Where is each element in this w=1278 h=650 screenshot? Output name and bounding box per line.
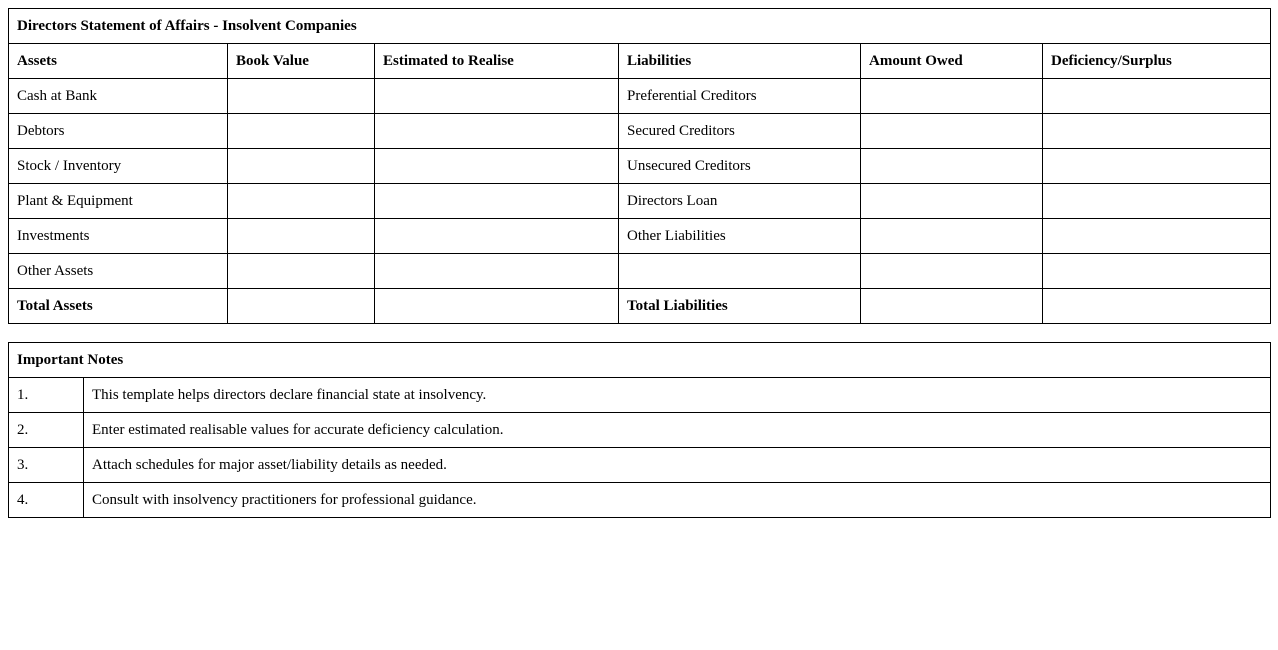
table-row	[9, 79, 1271, 114]
liability-label: Other Liabilities	[619, 219, 861, 254]
estimated-to-realise-cell[interactable]	[375, 79, 619, 114]
note-row	[9, 448, 1271, 483]
header-assets: Assets	[9, 44, 228, 79]
book-value-cell[interactable]	[228, 254, 375, 289]
estimated-to-realise-cell[interactable]	[375, 254, 619, 289]
important-notes-table	[8, 342, 1271, 518]
total-estimated-cell[interactable]	[375, 289, 619, 324]
book-value-cell[interactable]	[228, 184, 375, 219]
note-text: This template helps directors declare financial state at insolvency.	[84, 378, 1271, 413]
table-row	[9, 149, 1271, 184]
header-deficiency-surplus: Deficiency/Surplus	[1043, 44, 1271, 79]
table-row	[9, 184, 1271, 219]
note-number: 4.	[9, 483, 84, 518]
estimated-to-realise-cell[interactable]	[375, 114, 619, 149]
book-value-cell[interactable]	[228, 114, 375, 149]
notes-title: Important Notes	[9, 343, 1271, 378]
amount-owed-cell[interactable]	[861, 219, 1043, 254]
book-value-cell[interactable]	[228, 79, 375, 114]
note-number: 2.	[9, 413, 84, 448]
total-amount-owed-cell[interactable]	[861, 289, 1043, 324]
asset-label: Cash at Bank	[9, 79, 228, 114]
header-row	[9, 44, 1271, 79]
liability-label	[619, 254, 861, 289]
table-row	[9, 254, 1271, 289]
amount-owed-cell[interactable]	[861, 149, 1043, 184]
totals-row	[9, 289, 1271, 324]
amount-owed-cell[interactable]	[861, 254, 1043, 289]
asset-label: Stock / Inventory	[9, 149, 228, 184]
liability-label: Preferential Creditors	[619, 79, 861, 114]
liability-label: Secured Creditors	[619, 114, 861, 149]
note-number: 3.	[9, 448, 84, 483]
deficiency-surplus-cell[interactable]	[1043, 219, 1271, 254]
deficiency-surplus-cell[interactable]	[1043, 114, 1271, 149]
table-title: Directors Statement of Affairs - Insolvent Companies	[9, 9, 1271, 44]
estimated-to-realise-cell[interactable]	[375, 184, 619, 219]
amount-owed-cell[interactable]	[861, 114, 1043, 149]
table-row	[9, 219, 1271, 254]
total-assets-label: Total Assets	[9, 289, 228, 324]
liability-label: Unsecured Creditors	[619, 149, 861, 184]
amount-owed-cell[interactable]	[861, 79, 1043, 114]
estimated-to-realise-cell[interactable]	[375, 149, 619, 184]
deficiency-surplus-cell[interactable]	[1043, 149, 1271, 184]
asset-label: Debtors	[9, 114, 228, 149]
document-body	[8, 8, 1270, 518]
total-deficiency-cell[interactable]	[1043, 289, 1271, 324]
note-row	[9, 483, 1271, 518]
note-text: Consult with insolvency practitioners for professional guidance.	[84, 483, 1271, 518]
book-value-cell[interactable]	[228, 219, 375, 254]
table-row	[9, 114, 1271, 149]
statement-of-affairs-table	[8, 8, 1271, 324]
note-number: 1.	[9, 378, 84, 413]
total-liabilities-label: Total Liabilities	[619, 289, 861, 324]
liability-label: Directors Loan	[619, 184, 861, 219]
note-text: Attach schedules for major asset/liability details as needed.	[84, 448, 1271, 483]
amount-owed-cell[interactable]	[861, 184, 1043, 219]
header-estimated-to-realise: Estimated to Realise	[375, 44, 619, 79]
deficiency-surplus-cell[interactable]	[1043, 184, 1271, 219]
table-title-row	[9, 9, 1271, 44]
notes-title-row	[9, 343, 1271, 378]
note-text: Enter estimated realisable values for accurate deficiency calculation.	[84, 413, 1271, 448]
total-book-value-cell[interactable]	[228, 289, 375, 324]
asset-label: Other Assets	[9, 254, 228, 289]
book-value-cell[interactable]	[228, 149, 375, 184]
estimated-to-realise-cell[interactable]	[375, 219, 619, 254]
deficiency-surplus-cell[interactable]	[1043, 79, 1271, 114]
deficiency-surplus-cell[interactable]	[1043, 254, 1271, 289]
header-amount-owed: Amount Owed	[861, 44, 1043, 79]
asset-label: Investments	[9, 219, 228, 254]
note-row	[9, 413, 1271, 448]
header-book-value: Book Value	[228, 44, 375, 79]
note-row	[9, 378, 1271, 413]
asset-label: Plant & Equipment	[9, 184, 228, 219]
header-liabilities: Liabilities	[619, 44, 861, 79]
